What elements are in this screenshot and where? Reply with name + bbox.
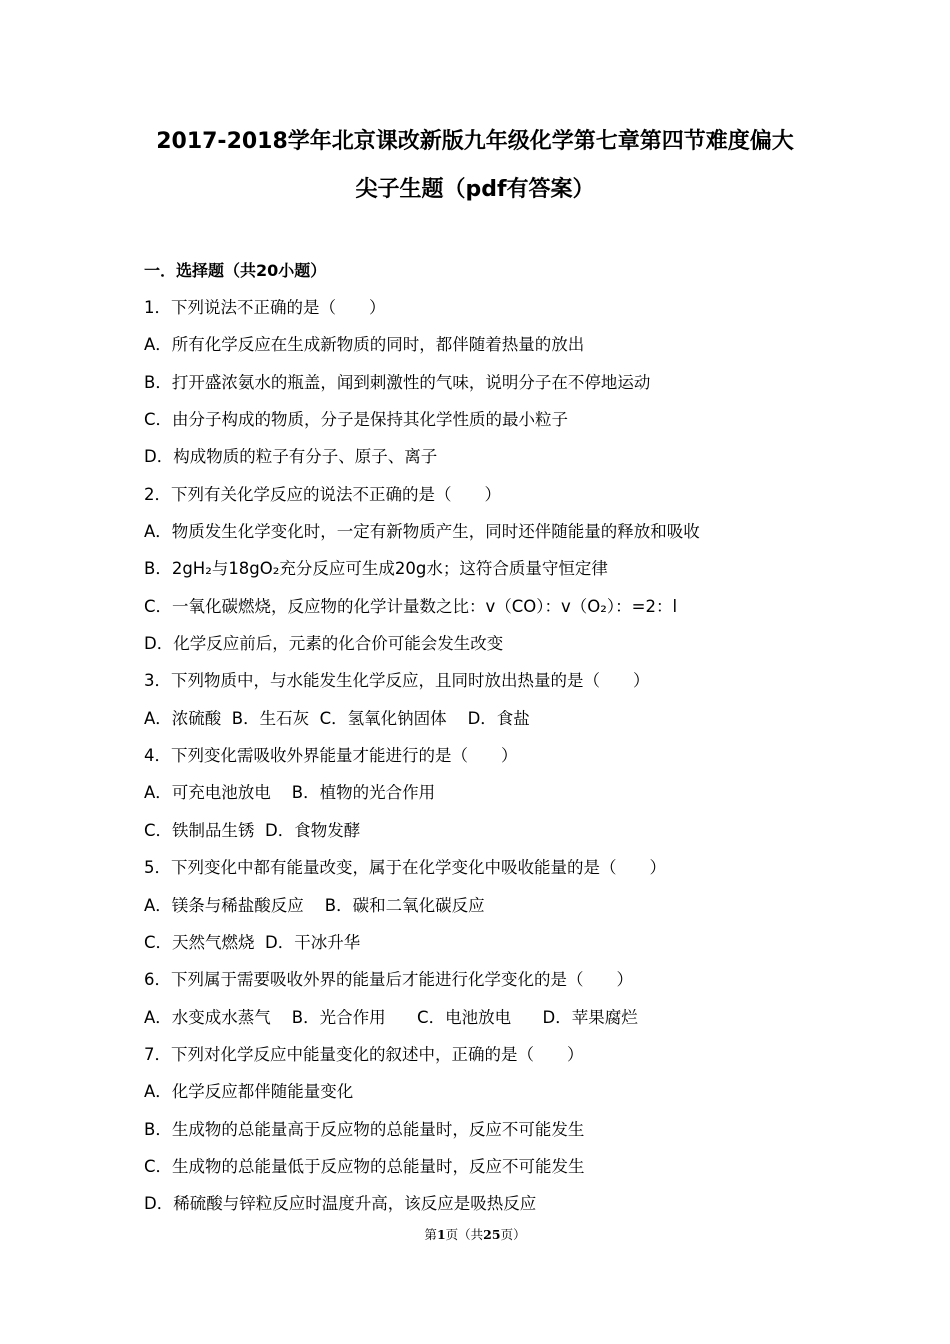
option-line: C．铁制品生锈 D．食物发酵	[144, 820, 361, 840]
question-line: 6．下列属于需要吸收外界的能量后才能进行化学变化的是（ ）	[144, 970, 633, 990]
option-line: C．生成物的总能量低于反应物的总能量时，反应不可能发生	[144, 1156, 585, 1176]
footer-total-pages: 25	[483, 1227, 501, 1242]
option-line: B．生成物的总能量高于反应物的总能量时，反应不可能发生	[144, 1119, 585, 1139]
footer-page-number: 1	[436, 1227, 446, 1242]
option-line: A．可充电池放电 B．植物的光合作用	[144, 783, 436, 803]
question-line: 1．下列说法不正确的是（ ）	[144, 298, 386, 317]
option-line: C．天然气燃烧 D．干冰升华	[144, 932, 361, 952]
question-line: 7．下列对化学反应中能量变化的叙述中，正确的是（ ）	[144, 1044, 584, 1064]
footer-middle: 页（共	[445, 1227, 484, 1242]
option-line: A．物质发生化学变化时，一定有新物质产生，同时还伴随能量的释放和吸收	[144, 522, 700, 542]
option-line: D．稀硫酸与锌粒反应时温度升高，该反应是吸热反应	[144, 1194, 537, 1214]
question-line: 4．下列变化需吸收外界能量才能进行的是（ ）	[144, 746, 518, 766]
option-line: A．镁条与稀盐酸反应 B．碳和二氧化碳反应	[144, 895, 485, 915]
option-line: B．打开盛浓氨水的瓶盖，闻到刺激性的气味，说明分子在不停地运动	[144, 372, 651, 392]
option-line: A．所有化学反应在生成新物质的同时，都伴随着热量的放出	[144, 335, 585, 355]
option-line: C．由分子构成的物质，分子是保持其化学性质的最小粒子	[144, 410, 569, 430]
option-line: B．2gH₂与18gO₂充分反应可生成20g水；这符合质量守恒定律	[144, 559, 608, 579]
option-line: A．水变成水蒸气 B．光合作用 C．电池放电 D．苹果腐烂	[144, 1007, 638, 1027]
page-footer	[0, 1226, 950, 1244]
option-line: D．构成物质的粒子有分子、原子、离子	[144, 447, 438, 467]
option-line: D．化学反应前后，元素的化合价可能会发生改变	[144, 634, 504, 654]
option-line: A．浓硫酸 B．生石灰 C．氢氧化钠固体 D．食盐	[144, 708, 530, 728]
option-line: A．化学反应都伴随能量变化	[144, 1082, 354, 1102]
question-line: 2．下列有关化学反应的说法不正确的是（ ）	[144, 484, 501, 504]
section-heading: 一．选择题（共20小题）	[144, 261, 327, 280]
document-title-line-2: 尖子生题（pdf有答案）	[355, 177, 595, 202]
question-list	[144, 295, 834, 1229]
footer-prefix: 第	[424, 1227, 437, 1242]
option-line: C．一氧化碳燃烧，反应物的化学计量数之比：v（CO）：v（O₂）：=2：l	[144, 596, 678, 616]
question-line: 3．下列物质中，与水能发生化学反应，且同时放出热量的是（ ）	[144, 671, 650, 691]
footer-suffix: 页）	[500, 1227, 526, 1242]
question-line: 5．下列变化中都有能量改变，属于在化学变化中吸收能量的是（ ）	[144, 858, 666, 878]
document-title-line-1: 2017-2018学年北京课改新版九年级化学第七章第四节难度偏大	[156, 129, 794, 154]
